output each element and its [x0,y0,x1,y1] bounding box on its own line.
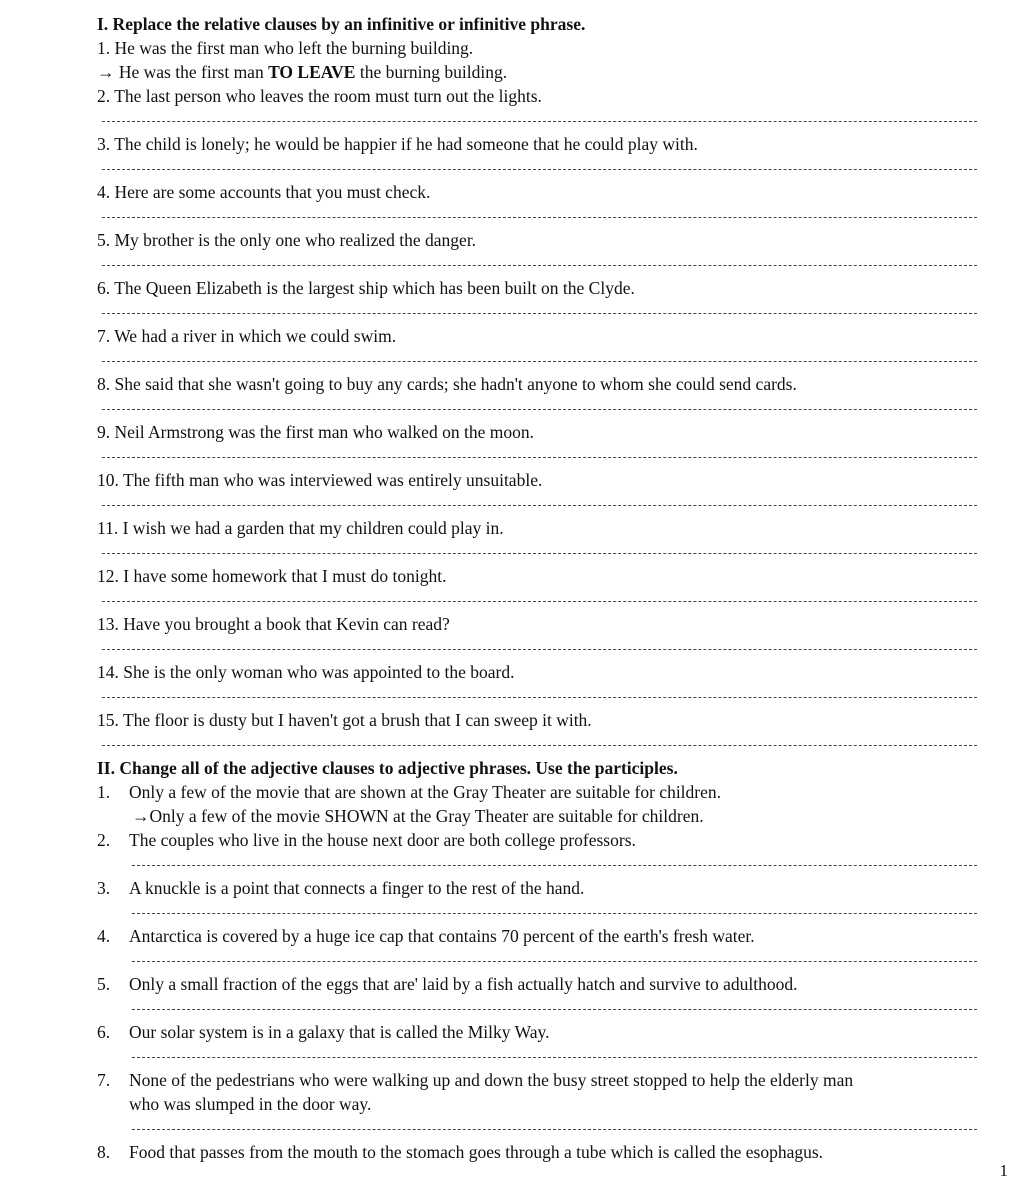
section-2-example-question [97,781,977,805]
section-1-question [97,661,977,685]
question-text: My brother is the only one who realized the danger. [114,230,477,250]
section-1-items [97,85,977,757]
question-text: She is the only woman who was appointed to the board. [123,662,515,682]
example-answer-text: Only a few of the movie SHOWN at the Gray Theater are suitable for children. [149,806,704,826]
question-number: 13. [97,614,119,634]
answer-line[interactable] [97,637,977,661]
example-question-text: Only a few of the movie that are shown at the Gray Theater are suitable for children. [129,782,722,802]
example-question-text: He was the first man who left the burning building. [114,38,474,58]
answer-line[interactable] [97,853,977,877]
question-text-line-1: None of the pedestrians who were walking up and down the busy street stopped to help the elderly man [129,1070,854,1090]
section-1-example-answer [97,61,977,85]
section-2-question [97,1021,977,1045]
question-text: Antarctica is covered by a huge ice cap that contains 70 percent of the earth's fresh water. [129,926,755,946]
question-number: 4. [97,182,111,202]
section-2-question [97,925,977,949]
question-number: 5. [97,974,111,994]
question-number: 3. [97,878,111,898]
question-text: Our solar system is in a galaxy that is called the Milky Way. [129,1022,550,1042]
section-2-question [97,973,977,997]
example-answer-bold: TO LEAVE [268,62,356,82]
section-2-question [97,877,977,901]
question-text: Neil Armstrong was the first man who walked on the moon. [114,422,534,442]
section-2 [97,757,977,1165]
section-1-question [97,181,977,205]
question-text: The Queen Elizabeth is the largest ship which has been built on the Clyde. [114,278,635,298]
question-text: A knuckle is a point that connects a finger to the rest of the hand. [129,878,585,898]
section-1-question [97,229,977,253]
question-text: The last person who leaves the room must turn out the lights. [114,86,542,106]
section-2-question-8 [97,1141,977,1165]
question-number: 6. [97,1022,111,1042]
answer-line[interactable] [97,901,977,925]
section-1-question [97,325,977,349]
question-number: 6. [97,278,111,298]
section-2-title: II. Change all of the adjective clauses to adjective phrases. Use the participles. [97,758,678,778]
example-number: 1. [97,782,111,802]
question-number: 12. [97,566,119,586]
section-2-example-answer [97,805,977,829]
answer-line[interactable] [97,493,977,517]
question-number: 7. [97,326,111,346]
section-2-items [97,829,977,1069]
question-number: 2. [97,830,111,850]
question-text-line-2: who was slumped in the door way. [129,1094,372,1114]
section-1-question [97,517,977,541]
answer-line[interactable] [97,445,977,469]
section-1-question [97,709,977,733]
question-text: We had a river in which we could swim. [114,326,397,346]
answer-line[interactable] [97,541,977,565]
answer-line[interactable] [97,397,977,421]
question-text: The fifth man who was interviewed was entirely unsuitable. [122,470,543,490]
answer-line[interactable] [97,589,977,613]
question-number: 9. [97,422,111,442]
answer-line[interactable] [97,733,977,757]
arrow-icon: → [97,62,115,82]
question-number: 15. [97,710,119,730]
answer-line[interactable] [97,949,977,973]
answer-line[interactable] [97,1045,977,1069]
answer-line[interactable] [97,997,977,1021]
example-number: 1. [97,38,111,58]
example-answer-before: He was the first man [118,62,264,82]
question-number: 8. [97,1142,111,1162]
answer-line[interactable] [97,205,977,229]
question-text: Food that passes from the mouth to the stomach goes through a tube which is called the esophagus. [129,1142,824,1162]
question-text: Only a small fraction of the eggs that are' laid by a fish actually hatch and survive to adulthood. [129,974,798,994]
section-1-question [97,373,977,397]
question-number: 14. [97,662,119,682]
section-1-question [97,133,977,157]
answer-line[interactable] [97,685,977,709]
question-number: 7. [97,1070,111,1090]
answer-line[interactable] [97,157,977,181]
question-text: Have you brought a book that Kevin can read? [123,614,450,634]
answer-line[interactable] [97,253,977,277]
answer-line[interactable] [97,109,977,133]
question-text: The floor is dusty but I haven't got a brush that I can sweep it with. [122,710,592,730]
question-number: 2. [97,86,111,106]
question-number: 8. [97,374,111,394]
question-number: 11. [97,518,119,538]
section-2-question [97,829,977,853]
question-number: 10. [97,470,119,490]
section-1-question [97,613,977,637]
question-text: The child is lonely; he would be happier if he had someone that he could play with. [114,134,698,154]
section-1-question [97,85,977,109]
question-text: The couples who live in the house next door are both college professors. [129,830,636,850]
section-2-question-7 [97,1069,977,1093]
section-1-question [97,469,977,493]
question-number: 5. [97,230,111,250]
example-answer-after: the burning building. [359,62,508,82]
question-text: Here are some accounts that you must check. [114,182,431,202]
section-1-example-question [97,37,977,61]
question-number: 4. [97,926,111,946]
arrow-icon: → [132,806,150,826]
question-number: 3. [97,134,111,154]
answer-line[interactable] [97,301,977,325]
question-text: I have some homework that I must do tonight. [123,566,447,586]
answer-line[interactable] [97,349,977,373]
question-text: She said that she wasn't going to buy any cards; she hadn't anyone to whom she could send cards. [114,374,797,394]
section-1-title: I. Replace the relative clauses by an infinitive or infinitive phrase. [97,14,586,34]
section-1-question [97,565,977,589]
section-1-question [97,421,977,445]
worksheet [97,13,977,1165]
page-number: 1 [999,1161,1008,1180]
answer-line[interactable] [97,1117,977,1141]
section-1-question [97,277,977,301]
question-text: I wish we had a garden that my children could play in. [122,518,504,538]
